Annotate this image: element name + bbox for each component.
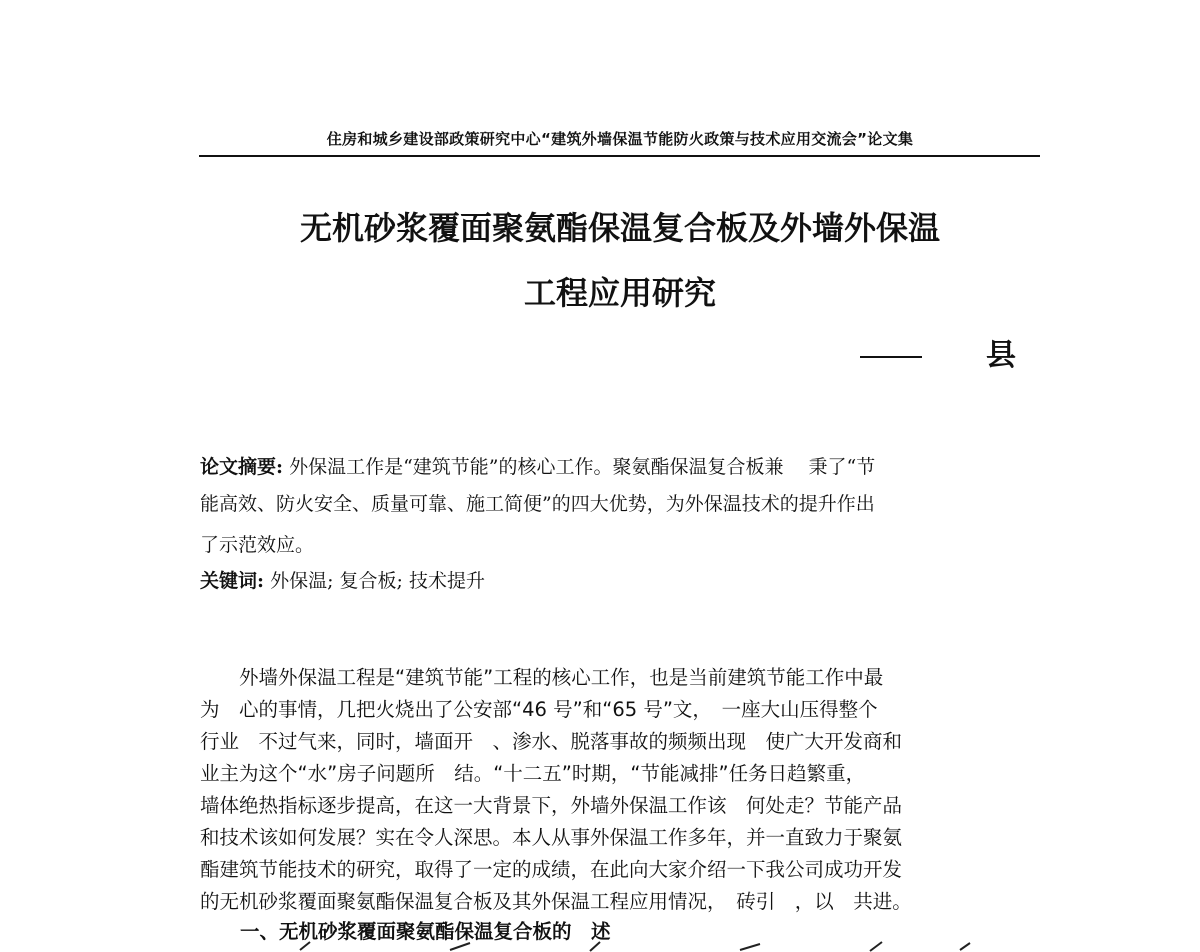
header-rule bbox=[199, 155, 1040, 157]
body-line-3: 行业 不过气来，同时，墙面开 、渗水、脱落事故的频频出现 使广大开发商和 bbox=[200, 730, 903, 753]
abstract-label: 论文摘要: bbox=[200, 456, 284, 478]
author-line bbox=[860, 330, 1016, 374]
body-line-6: 和技术该如何发展？实在令人深思。本人从事外保温工作多年，并一直致力于聚氨 bbox=[200, 826, 903, 849]
body-line-4: 业主为这个“水”房子问题所 结。“十二五”时期，“节能减排”任务日趋繁重， bbox=[200, 762, 866, 785]
author-dash bbox=[860, 356, 922, 358]
paper-title-line-2: 工程应用研究 bbox=[523, 274, 716, 312]
author-name: 县 bbox=[986, 338, 1016, 373]
keywords-label: 关键词: bbox=[200, 570, 265, 592]
paper-title-line-1: 无机砂浆覆面聚氨酯保温复合板及外墙外保温 bbox=[299, 209, 940, 247]
abstract-line-1 bbox=[200, 452, 875, 479]
abstract-line-3: 了示范效应。 bbox=[200, 534, 315, 556]
body-line-2: 为 心的事情，几把火烧出了公安部“46 号”和“65 号”文， 一座大山压得整个 bbox=[200, 698, 878, 721]
body-line-1: 外墙外保温工程是“建筑节能”工程的核心工作，也是当前建筑节能工作中最 bbox=[200, 666, 884, 689]
body-line-5: 墙体绝热指标逐步提高，在这一大背景下，外墙外保温工作该 何处走？节能产品 bbox=[200, 794, 903, 817]
keywords-text: 外保温; 复合板; 技术提升 bbox=[270, 570, 485, 592]
abstract-line-2: 能高效、防火安全、质量可靠、施工简便”的四大优势，为外保温技术的提升作出 bbox=[200, 493, 875, 515]
running-header: 住房和城乡建设部政策研究中心“建筑外墙保温节能防火政策与技术应用交流会”论文集 bbox=[326, 130, 914, 148]
keywords-line bbox=[200, 566, 485, 593]
section-heading: 一、无机砂浆覆面聚氨酯保温复合板的 述 bbox=[240, 920, 611, 943]
abstract-text-1: 外保温工作是“建筑节能”的核心工作。聚氨酯保温复合板兼 秉了“节 bbox=[289, 456, 876, 478]
body-line-7: 酯建筑节能技术的研究，取得了一定的成绩，在此向大家介绍一下我公司成功开发 bbox=[200, 858, 903, 881]
cut-off-next-line bbox=[270, 940, 1030, 952]
body-line-8: 的无机砂浆覆面聚氨酯保温复合板及其外保温工程应用情况， 砖引 ，以 共进。 bbox=[200, 890, 912, 913]
